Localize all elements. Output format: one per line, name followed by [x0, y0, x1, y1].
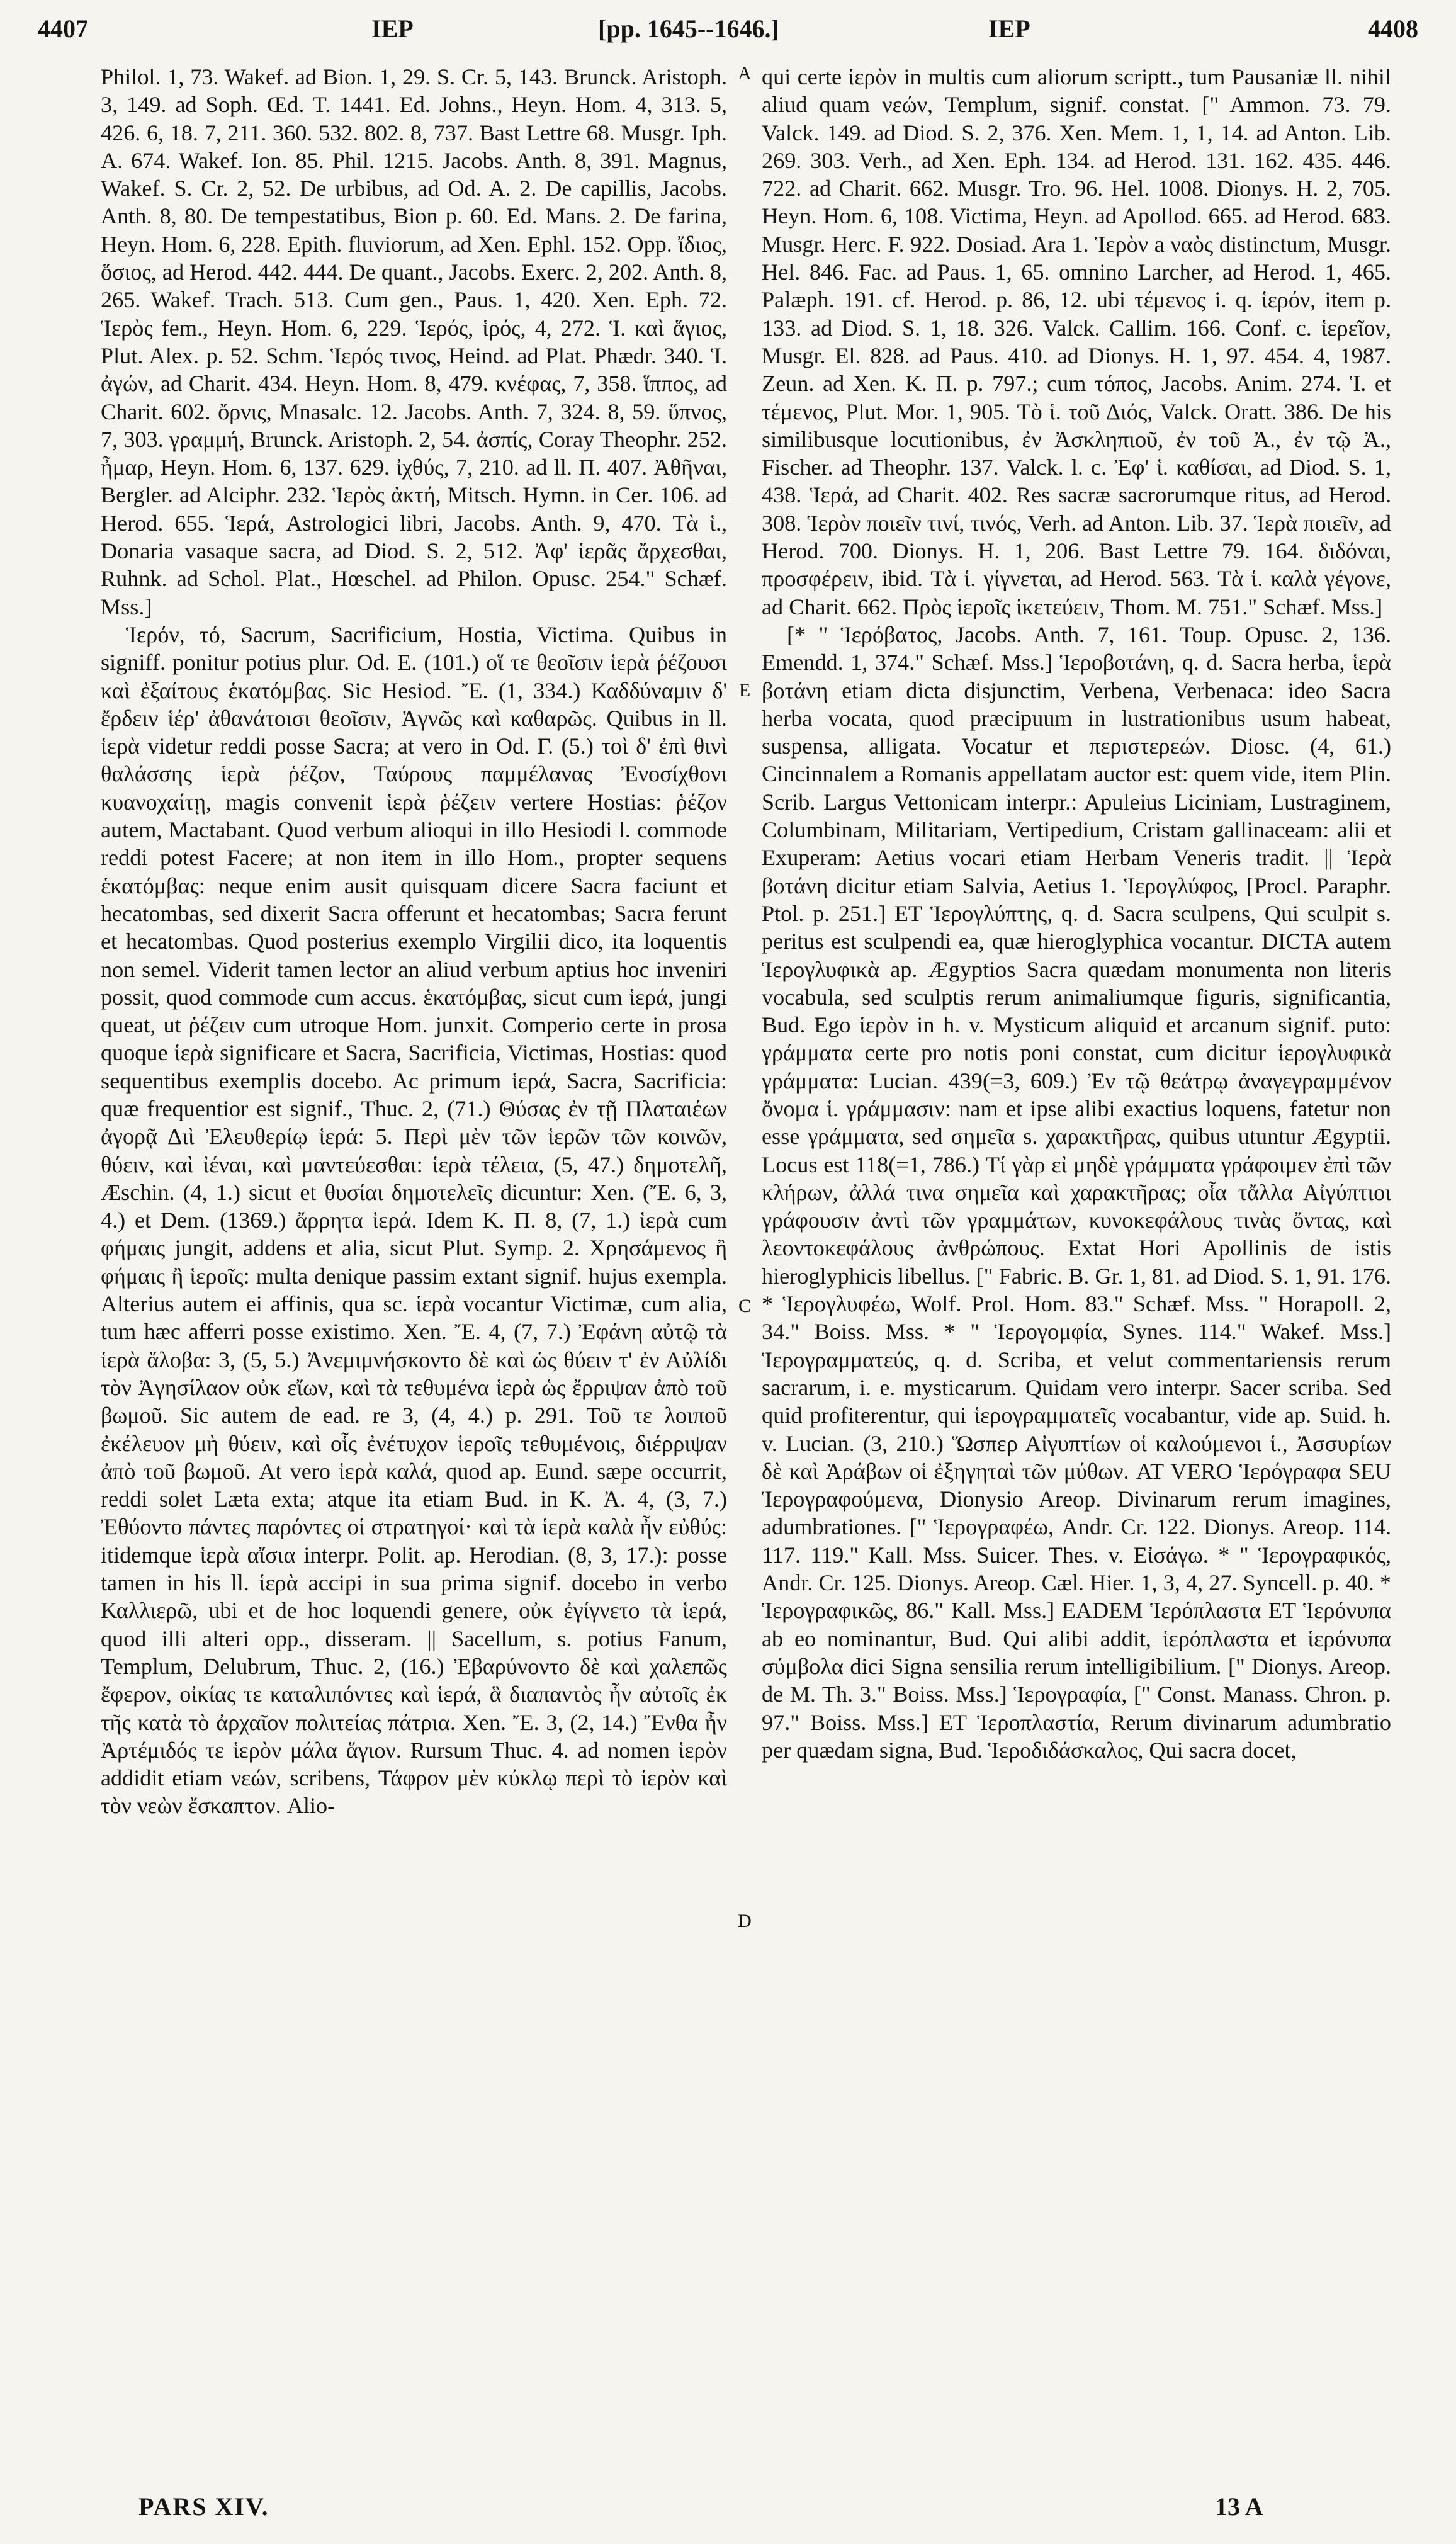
margin-letter-d: D [738, 1911, 752, 1931]
left-headword: IEP [371, 14, 414, 43]
margin-letter-a: A [738, 63, 752, 84]
left-column-number: 4407 [38, 14, 88, 43]
left-paragraph-2: Ἱερόν, τό, Sacrum, Sacrificium, Hostia, Victima. Quibus in signiff. ponitur potius plur. Od. E. (101.) οἵ τε θεοῖσιν ἱερὰ ῥέζουσι καὶ ἐξαίτους ἑκατόμβας. Sic Hesiod. Ἔ. (1, 334.) Καδδύναμιν δ' ἔρδειν ἱέρ' ἀθανάτοισι θεοῖσιν, Ἁγνῶς καὶ καθαρῶς. Quibus in ll. ἱερὰ videtur reddi posse Sacra; at vero in Od. Γ. (5.) τοὶ δ' ἐπὶ θινὶ θαλάσσης ἱερὰ ῥέζον, Ταύρους παμμέλανας Ἐνοσίχθονι κυανοχαίτῃ, magis convenit ἱερὰ ῥέζειν vertere Hostias: ῥέζον autem, Mactabant. Quod verbum alioqui in illo Hesiodi l. commode reddi potest Facere; at non item in illo Hom., propter sequens ἑκατόμβας: neque enim ausit quisquam dicere Sacra faciunt et hecatombas, sed dixerit Sacra offerunt et hecatombas; Sacra ferunt et hecatombas. Quod posterius exemplo Virgilii dico, ita loquentis non semel. Viderit tamen lector an aliud verbum aptius hoc inveniri possit, quod commode cum accus. ἑκατόμβας, sicut cum ἱερά, jungi queat, ut ῥέζειν cum utroque Hom. junxit. Comperio certe in prosa quoque ἱερὰ significare et Sacra, Sacrificia, Victimas, Hostias: quod sequentibus exemplis docebo. Ac primum ἱερά, Sacra, Sacrificia: quæ frequentior est signif., Thuc. 2, (71.) Θύσας ἐν τῇ Πλαταιέων ἀγορᾷ Διὶ Ἐλευθερίῳ ἱερά: 5. Περὶ μὲν τῶν ἱερῶν τῶν κοινῶν, θύειν, καὶ ἰέναι, καὶ μαντεύεσθαι: ἱερὰ τέλεια, (5, 47.) δημοτελῆ, Æschin. (4, 1.) sicut et θυσίαι δημοτελεῖς dicuntur: Xen. (Ἔ. 6, 3, 4.) et Dem. (1369.) ἄρρητα ἱερά. Idem K. Π. 8, (7, 1.) ἱερὰ cum φήμαις jungit, addens et alia, sicut Plut. Symp. 2. Χρησάμενος ἢ φήμαις ἢ ἱεροῖς: multa denique passim extant signif. hujus exempla. Alterius autem ei affinis, qua sc. ἱερὰ vocantur Victimæ, cum alia, tum hæc afferri posse existimo. Xen. Ἔ. 4, (7, 7.) Ἐφάνη αὐτῷ τὰ ἱερὰ ἄλοβα: 3, (5, 5.) Ἀνεμιμνήσκοντο δὲ καὶ ὡς θύειν τ' ἐν Αὐλίδι τὸν Ἀγησίλαον οὐκ εἴων, καὶ τὰ τεθυμένα ἱερὰ ὡς ἔρριψαν ἀπὸ τοῦ βωμοῦ. Sic autem de ead. re 3, (4, 4.) p. 291. Τοῦ τε λοιποῦ ἐκέλευον μὴ θύειν, καὶ οἷς ἐνέτυχον ἱεροῖς τεθυμένοις, διέρριψαν ἀπὸ τοῦ βωμοῦ. At vero ἱερὰ καλά, quod ap. Eund. sæpe occurrit, reddi solet Læta exta; atque ita etiam Bud. in K. Ἀ. 4, (3, 7.) Ἐθύοντο πάντες παρόντες οἱ στρατηγοί· καὶ τὰ ἱερὰ καλὰ ἦν εὐθύς: itidemque ἱερὰ αἴσια interpr. Polit. ap. Herodian. (8, 3, 17.): posse tamen in his ll. ἱερὰ accipi in sua prima signif. docebo in verbo Καλλιερῶ, ubi et de hoc loquendi genere, οὐκ ἐγίγνετο τὰ ἱερά, quod illi alteri opp., disseram. || Sacellum, s. potius Fanum, Templum, Delubrum, Thuc. 2, (16.) Ἐβαρύνοντο δὲ καὶ χαλεπῶς ἔφερον, οἰκίας τε καταλιπόντες καὶ ἱερά, ἃ διαπαντὸς ἦν αὐτοῖς ἐκ τῆς κατὰ τὸ ἀρχαῖον πολιτείας πάτρια. Xen. Ἔ. 3, (2, 14.) Ἔνθα ἦν Ἀρτέμιδός τε ἱερὸν μάλα ἅγιον. Rursum Thuc. 4. ad nomen ἱερὸν addidit etiam νεών, scribens, Τάφρον μὲν κύκλῳ περὶ τὸ ἱερὸν καὶ τὸν νεὼν ἔσκαπτον. Alio- [101, 621, 727, 1819]
right-paragraph-1: qui certe ἱερὸν in multis cum aliorum scriptt., tum Pausaniæ ll. nihil aliud quam νεών, Templum, signif. constat. [" Ammon. 73. 79. Valck. 149. ad Diod. S. 2, 376. Xen. Mem. 1, 1, 14. ad Anton. Lib. 269. 303. Verh., ad Xen. Eph. 134. ad Herod. 131. 162. 435. 446. 722. ad Charit. 662. Musgr. Tro. 96. Hel. 1008. Dionys. H. 2, 705. Heyn. Hom. 6, 108. Victima, Heyn. ad Apollod. 665. ad Herod. 683. Musgr. Herc. F. 922. Dosiad. Ara 1. Ἱερὸν a ναὸς distinctum, Musgr. Hel. 846. Fac. ad Paus. 1, 65. omnino Larcher, ad Herod. 1, 465. Palæph. 191. cf. Herod. p. 86, 12. ubi τέμενος i. q. ἱερόν, item p. 133. ad Diod. S. 1, 18. 326. Valck. Callim. 166. Conf. c. ἱερεῖον, Musgr. El. 828. ad Paus. 410. ad Dionys. H. 1, 97. 454. 4, 1987. Zeun. ad Xen. K. Π. p. 797.; cum τόπος, Jacobs. Anim. 274. Ἱ. et τέμενος, Plut. Mor. 1, 905. Τὸ ἱ. τοῦ Διός, Valck. Oratt. 386. De his similibusque locutionibus, ἐν Ἀσκληπιοῦ, ἐν τοῦ Ἀ., ἐν τῷ Ἀ., Fischer. ad Theophr. 137. Valck. l. c. Ἐφ' ἱ. καθίσαι, ad Diod. S. 1, 438. Ἱερά, ad Charit. 402. Res sacræ sacrorumque ritus, ad Herod. 308. Ἱερὸν ποιεῖν τινί, τινός, Verh. ad Anton. Lib. 37. Ἱερὰ ποιεῖν, ad Herod. 700. Dionys. H. 1, 206. Bast Lettre 79. 164. διδόναι, προσφέρειν, ibid. Τὰ ἱ. γίγνεται, ad Herod. 563. Τὰ ἱ. καλὰ γέγονε, ad Charit. 662. Πρὸς ἱεροῖς ἱκετεύειν, Thom. M. 751." Schæf. Mss.] [762, 64, 1391, 619]
right-headword: IEP [988, 14, 1030, 43]
page-range: [pp. 1645--1646.] [598, 14, 779, 43]
margin-letter-c: C [738, 1296, 751, 1316]
right-column-number: 4408 [1368, 14, 1418, 43]
right-paragraph-2: [* " Ἱερόβατος, Jacobs. Anth. 7, 161. Toup. Opusc. 2, 136. Emendd. 1, 374." Schæf. Mss.] Ἱεροβοτάνη, q. d. Sacra herba, ἱερὰ βοτάνη etiam dicta disjunctim, Verbena, Verbenaca: ideo Sacra herba vocata, quod præcipuum in lustrationibus usum habeat, suspensa, alligata. Vocatur et περιστερεών. Diosc. (4, 61.) Cincinnalem a Romanis appellatam auctor est: quem vide, item Plin. Scrib. Largus Vettonicam interpr.: Apuleius Liciniam, Lustraginem, Columbinam, Militariam, Vertipedium, Cristam gallinaceam: alii et Exuperam: Aetius vocari etiam Herbam Veneris tradit. || Ἱερὰ βοτάνη dicitur etiam Salvia, Aetius 1. Ἱερογλύφος, [Procl. Paraphr. Ptol. p. 251.] ET Ἱερογλύπτης, q. d. Sacra sculpens, Qui sculpit s. peritus est sculpendi ea, quæ hieroglyphica vocantur. DICTA autem Ἱερογλυφικὰ ap. Ægyptios Sacra quædam monumenta non literis vocabula, sed sculptis rerum animaliumque figuris, significantia, Bud. Ego ἱερὸν in h. v. Mysticum aliquid et arcanum signif. puto: γράμματα certe pro notis poni constat, cum dicitur ἱερογλυφικὰ γράμματα: Lucian. 439(=3, 609.) Ἐν τῷ θεάτρῳ ἀναγεγραμμένον ὄνομα ἱ. γράμμασιν: nam et ipse alibi exactius loquens, fatetur non esse γράμματα, sed σημεῖα s. χαρακτῆρας, quibus utuntur Ægyptii. Locus est 118(=1, 786.) Τί γὰρ εἰ μηδὲ γράμματα γράφοιμεν ἐπὶ τῶν κλήρων, ἀλλά τινα σημεῖα καὶ χαρακτῆρας; οἷα τἄλλα Αἰγύπτιοι γράφουσιν ἀντὶ τῶν γραμμάτων, κυνοκεφάλους τινὰς ὄντας, καὶ λεοντοκεφάλους ἀνθρώπους. Extat Hori Apollinis de istis hieroglyphicis libellus. [" Fabric. B. Gr. 1, 81. ad Diod. S. 1, 91. 176. * Ἱερογλυφέω, Wolf. Prol. Hom. 83." Schæf. Mss. " Horapoll. 2, 34." Boiss. Mss. * " Ἱερογομφία, Synes. 114." Wakef. Mss.] Ἱερογραμματεύς, q. d. Scriba, et velut commentariensis rerum sacrarum, i. e. mysticarum. Quidam vero interpr. Sacer scriba. Sed quid profiterentur, qui ἱερογραμματεῖς vocabantur, vide ap. Suid. h. v. Lucian. (3, 210.) Ὥσπερ Αἰγυπτίων οἱ καλούμενοι ἱ., Ἀσσυρίων δὲ καὶ Ἀράβων οἱ ἐξηγηταὶ τῶν μύθων. AT VERO Ἱερόγραφα SEU Ἱερογραφούμενα, Dionysio Areop. Divinarum rerum imagines, adumbrationes. [" Ἱερογραφέω, Andr. Cr. 122. Dionys. Areop. 114. 117. 119." Kall. Mss. Suicer. Thes. v. Εἰσάγω. * " Ἱερογραφικός, Andr. Cr. 125. Dionys. Areop. Cæl. Hier. 1, 3, 4, 27. Syncell. p. 40. * Ἱερογραφικῶς, 86." Kall. Mss.] EADEM Ἱερόπλαστα ET Ἱερόνυπα ab eo nominantur, Bud. Qui alibi addit, ἱερόπλαστα et ἱερόνυπα σύμβολα dici Signa sensilia rerum intelligibilium. [" Dionys. Areop. de M. Th. 3." Boiss. Mss.] Ἱερογραφία, [" Const. Manass. Chron. p. 97." Boiss. Mss.] ET Ἱεροπλαστία, Rerum divinarum adumbratio per quædam signa, Bud. Ἱεροδιδάσκαλος, Qui sacra docet, [762, 621, 1391, 1763]
left-paragraph-1: Philol. 1, 73. Wakef. ad Bion. 1, 29. S. Cr. 5, 143. Brunck. Aristoph. 3, 149. ad Soph. Œd. T. 1441. Ed. Johns., Heyn. Hom. 4, 313. 5, 426. 6, 18. 7, 211. 360. 532. 802. 8, 737. Bast Lettre 68. Musgr. Iph. A. 674. Wakef. Ion. 85. Phil. 1215. Jacobs. Anth. 8, 391. Magnus, Wakef. S. Cr. 2, 52. De urbibus, ad Od. A. 2. De capillis, Jacobs. Anth. 8, 80. De tempestatibus, Bion p. 60. Ed. Mans. 2. De farina, Heyn. Hom. 6, 228. Epith. fluviorum, ad Xen. Ephl. 152. Opp. ἴδιος, ὅσιος, ad Herod. 442. 444. De quant., Jacobs. Exerc. 2, 202. Anth. 8, 265. Wakef. Trach. 513. Cum gen., Paus. 1, 420. Xen. Eph. 72. Ἱερὸς fem., Heyn. Hom. 6, 229. Ἱερός, ἱρός, 4, 272. Ἱ. καὶ ἅγιος, Plut. Alex. p. 52. Schm. Ἱερός τινος, Heind. ad Plat. Phædr. 340. Ἱ. ἀγών, ad Charit. 434. Heyn. Hom. 8, 479. κνέφας, 7, 358. ἵππος, ad Charit. 602. ὄρνις, Mnasalc. 12. Jacobs. Anth. 7, 324. 8, 59. ὕπνος, 7, 303. γραμμή, Brunck. Aristoph. 2, 54. ἀσπίς, Coray Theophr. 252. ἦμαρ, Heyn. Hom. 6, 137. 629. ἰχθύς, 7, 210. ad ll. Π. 407. Ἀθῆναι, Bergler. ad Alciphr. 232. Ἱερὸς ἀκτή, Mitsch. Hymn. in Cer. 106. ad Herod. 655. Ἱερά, Astrologici libri, Jacobs. Anth. 9, 470. Τὰ ἱ., Donaria vasaque sacra, ad Diod. S. 2, 512. Ἀφ' ἱερᾶς ἄρχεσθαι, Ruhnk. ad Schol. Plat., Hœschel. ad Philon. Opusc. 254." Schæf. Mss.] [101, 64, 727, 619]
signature-mark: 13 A [1215, 2492, 1263, 2521]
running-header [38, 14, 1418, 58]
right-column [762, 63, 1391, 2487]
margin-letter-e: E [738, 680, 751, 701]
signature-label: PARS XIV. [138, 2492, 269, 2521]
left-column [101, 63, 727, 2487]
